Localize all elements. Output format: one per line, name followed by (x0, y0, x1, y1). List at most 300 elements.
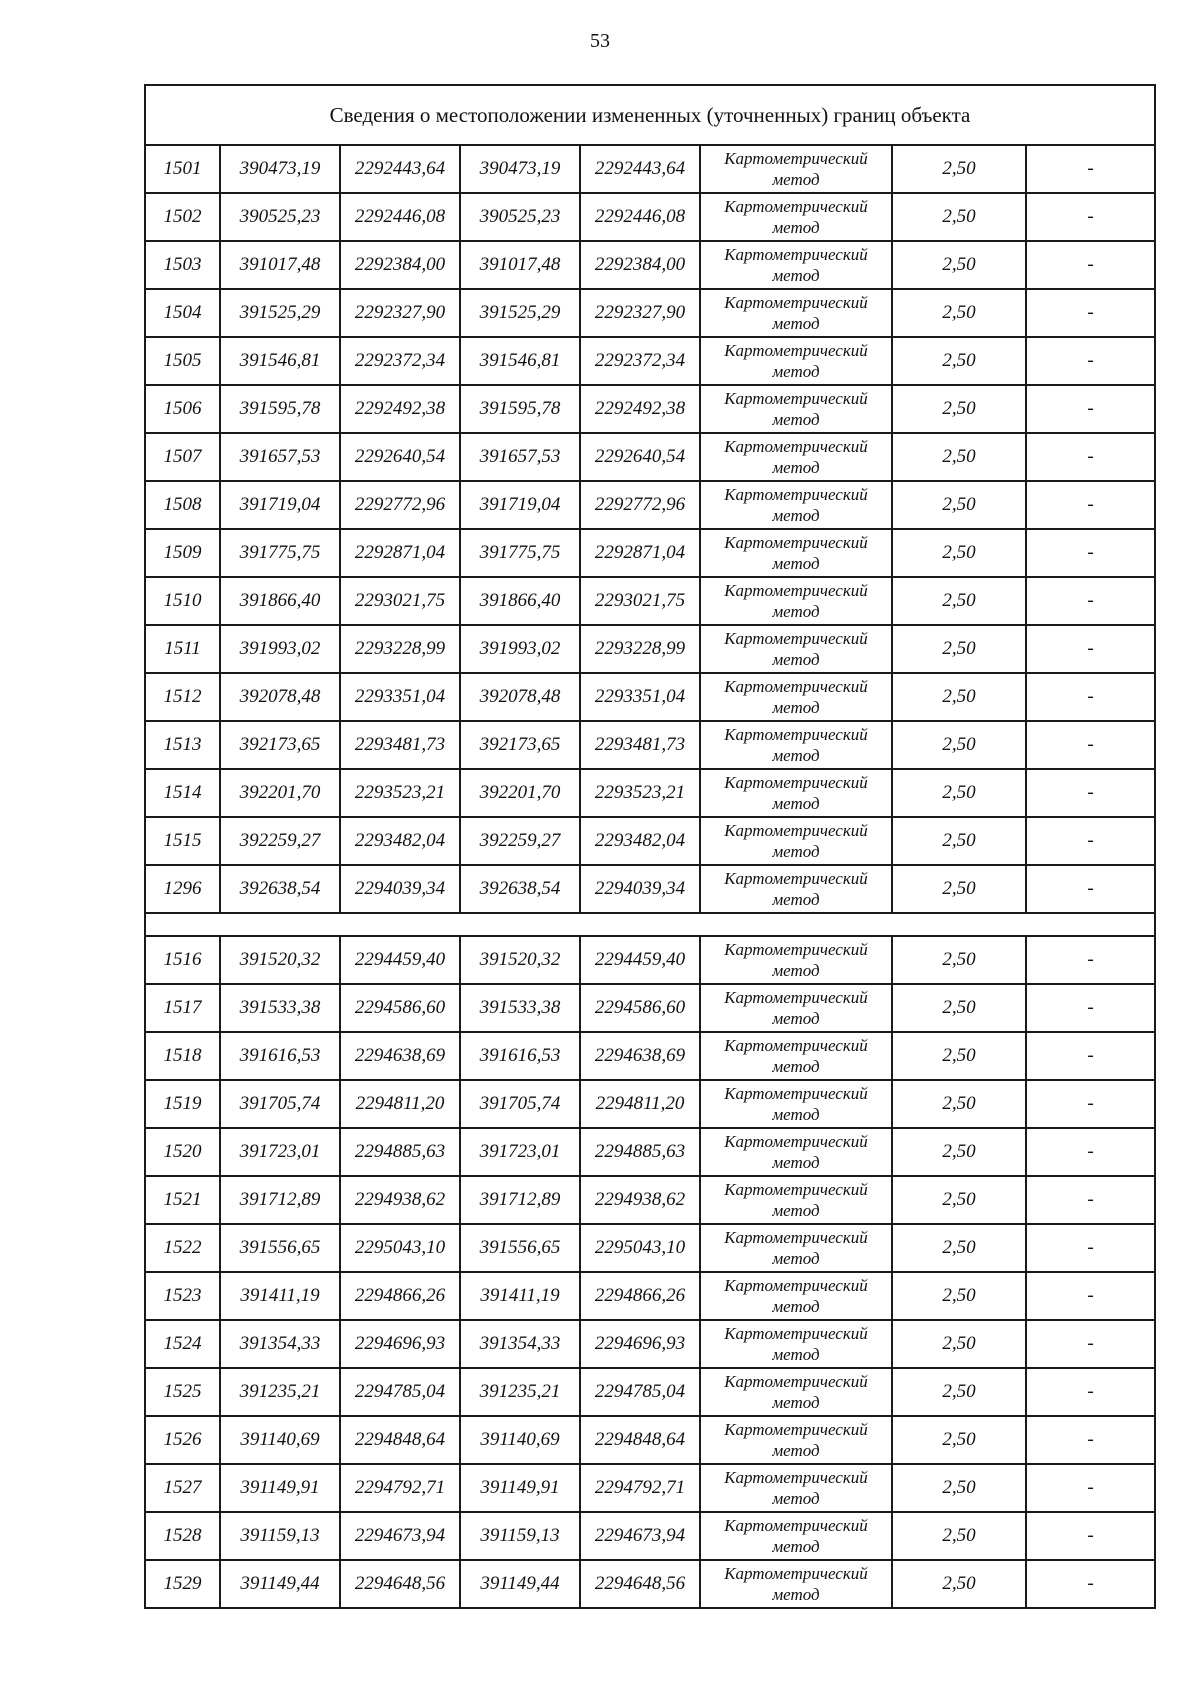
method-line1: Картометрический (724, 341, 868, 360)
note-cell: - (1026, 817, 1155, 865)
precision-cell: 2,50 (892, 1128, 1026, 1176)
precision-cell: 2,50 (892, 936, 1026, 984)
method-cell (700, 193, 892, 241)
refined-y-cell: 2292772,96 (580, 481, 700, 529)
existing-y-cell: 2295043,10 (340, 1224, 460, 1272)
refined-x-cell: 391723,01 (460, 1128, 580, 1176)
table-row (145, 1080, 1155, 1128)
method-cell (700, 1080, 892, 1128)
table-row (145, 673, 1155, 721)
method-line1: Картометрический (724, 1084, 868, 1103)
refined-y-cell: 2294673,94 (580, 1512, 700, 1560)
existing-x-cell: 391616,53 (220, 1032, 340, 1080)
table-row (145, 241, 1155, 289)
note-cell: - (1026, 1032, 1155, 1080)
method-cell (700, 1464, 892, 1512)
refined-x-cell: 392201,70 (460, 769, 580, 817)
existing-x-cell: 391149,91 (220, 1464, 340, 1512)
table-row (145, 1176, 1155, 1224)
refined-x-cell: 391159,13 (460, 1512, 580, 1560)
method-line2: метод (772, 314, 820, 333)
note-cell: - (1026, 769, 1155, 817)
method-line2: метод (772, 650, 820, 669)
method-line1: Картометрический (724, 940, 868, 959)
existing-y-cell: 2292327,90 (340, 289, 460, 337)
refined-y-cell: 2293482,04 (580, 817, 700, 865)
method-cell (700, 769, 892, 817)
precision-cell: 2,50 (892, 1416, 1026, 1464)
table-row (145, 625, 1155, 673)
table-body (145, 85, 1155, 1608)
existing-y-cell: 2294638,69 (340, 1032, 460, 1080)
note-cell: - (1026, 1416, 1155, 1464)
precision-cell: 2,50 (892, 1512, 1026, 1560)
method-line2: метод (772, 890, 820, 909)
method-line2: метод (772, 1105, 820, 1124)
method-cell (700, 865, 892, 913)
method-cell (700, 577, 892, 625)
refined-x-cell: 391149,44 (460, 1560, 580, 1608)
method-line2: метод (772, 1057, 820, 1076)
existing-y-cell: 2294586,60 (340, 984, 460, 1032)
method-line1: Картометрический (724, 1468, 868, 1487)
method-line1: Картометрический (724, 437, 868, 456)
precision-cell: 2,50 (892, 1176, 1026, 1224)
precision-cell: 2,50 (892, 481, 1026, 529)
method-line2: метод (772, 1585, 820, 1604)
method-cell (700, 1176, 892, 1224)
refined-x-cell: 391775,75 (460, 529, 580, 577)
method-line1: Картометрический (724, 245, 868, 264)
method-cell (700, 1128, 892, 1176)
method-line1: Картометрический (724, 773, 868, 792)
refined-y-cell: 2294648,56 (580, 1560, 700, 1608)
method-cell (700, 1416, 892, 1464)
refined-x-cell: 391533,38 (460, 984, 580, 1032)
method-line2: метод (772, 961, 820, 980)
refined-y-cell: 2292384,00 (580, 241, 700, 289)
existing-y-cell: 2293482,04 (340, 817, 460, 865)
precision-cell: 2,50 (892, 1032, 1026, 1080)
existing-y-cell: 2293523,21 (340, 769, 460, 817)
existing-y-cell: 2294866,26 (340, 1272, 460, 1320)
table-row (145, 1512, 1155, 1560)
refined-y-cell: 2292327,90 (580, 289, 700, 337)
method-line1: Картометрический (724, 629, 868, 648)
table-row (145, 577, 1155, 625)
method-cell (700, 433, 892, 481)
refined-x-cell: 391866,40 (460, 577, 580, 625)
table-row (145, 865, 1155, 913)
point-number-cell: 1504 (145, 289, 220, 337)
note-cell: - (1026, 481, 1155, 529)
table-row (145, 936, 1155, 984)
existing-y-cell: 2294459,40 (340, 936, 460, 984)
note-cell: - (1026, 289, 1155, 337)
refined-y-cell: 2292446,08 (580, 193, 700, 241)
existing-y-cell: 2294811,20 (340, 1080, 460, 1128)
precision-cell: 2,50 (892, 241, 1026, 289)
precision-cell: 2,50 (892, 1320, 1026, 1368)
method-cell (700, 1224, 892, 1272)
refined-y-cell: 2292640,54 (580, 433, 700, 481)
method-line2: метод (772, 842, 820, 861)
refined-x-cell: 391520,32 (460, 936, 580, 984)
point-number-cell: 1527 (145, 1464, 220, 1512)
refined-y-cell: 2295043,10 (580, 1224, 700, 1272)
precision-cell: 2,50 (892, 289, 1026, 337)
refined-y-cell: 2292492,38 (580, 385, 700, 433)
table-row (145, 481, 1155, 529)
refined-x-cell: 392078,48 (460, 673, 580, 721)
refined-y-cell: 2294039,34 (580, 865, 700, 913)
note-cell: - (1026, 673, 1155, 721)
existing-y-cell: 2293228,99 (340, 625, 460, 673)
note-cell: - (1026, 241, 1155, 289)
method-line1: Картометрический (724, 1372, 868, 1391)
existing-x-cell: 391017,48 (220, 241, 340, 289)
existing-x-cell: 392078,48 (220, 673, 340, 721)
table-row (145, 1128, 1155, 1176)
point-number-cell: 1296 (145, 865, 220, 913)
method-cell (700, 1512, 892, 1560)
precision-cell: 2,50 (892, 193, 1026, 241)
refined-x-cell: 391556,65 (460, 1224, 580, 1272)
existing-x-cell: 391546,81 (220, 337, 340, 385)
point-number-cell: 1505 (145, 337, 220, 385)
table-row (145, 721, 1155, 769)
method-line2: метод (772, 1153, 820, 1172)
existing-y-cell: 2292443,64 (340, 145, 460, 193)
existing-x-cell: 391525,29 (220, 289, 340, 337)
note-cell: - (1026, 1512, 1155, 1560)
existing-x-cell: 391993,02 (220, 625, 340, 673)
refined-y-cell: 2294866,26 (580, 1272, 700, 1320)
method-line1: Картометрический (724, 533, 868, 552)
existing-x-cell: 391775,75 (220, 529, 340, 577)
note-cell: - (1026, 529, 1155, 577)
refined-x-cell: 391595,78 (460, 385, 580, 433)
method-cell (700, 241, 892, 289)
point-number-cell: 1519 (145, 1080, 220, 1128)
note-cell: - (1026, 145, 1155, 193)
note-cell: - (1026, 625, 1155, 673)
existing-y-cell: 2292772,96 (340, 481, 460, 529)
method-line1: Картометрический (724, 1516, 868, 1535)
existing-y-cell: 2294785,04 (340, 1368, 460, 1416)
note-cell: - (1026, 577, 1155, 625)
point-number-cell: 1515 (145, 817, 220, 865)
existing-x-cell: 391712,89 (220, 1176, 340, 1224)
existing-x-cell: 390473,19 (220, 145, 340, 193)
note-cell: - (1026, 721, 1155, 769)
point-number-cell: 1518 (145, 1032, 220, 1080)
existing-x-cell: 391533,38 (220, 984, 340, 1032)
precision-cell: 2,50 (892, 817, 1026, 865)
existing-x-cell: 392259,27 (220, 817, 340, 865)
method-line1: Картометрический (724, 1180, 868, 1199)
precision-cell: 2,50 (892, 1272, 1026, 1320)
refined-y-cell: 2294459,40 (580, 936, 700, 984)
note-cell: - (1026, 936, 1155, 984)
refined-x-cell: 392638,54 (460, 865, 580, 913)
method-cell (700, 145, 892, 193)
table-row (145, 1416, 1155, 1464)
method-line2: метод (772, 602, 820, 621)
refined-y-cell: 2293523,21 (580, 769, 700, 817)
method-line2: метод (772, 1009, 820, 1028)
table-row (145, 1272, 1155, 1320)
existing-x-cell: 391159,13 (220, 1512, 340, 1560)
method-line1: Картометрический (724, 485, 868, 504)
existing-y-cell: 2294696,93 (340, 1320, 460, 1368)
method-line2: метод (772, 1393, 820, 1412)
point-number-cell: 1506 (145, 385, 220, 433)
precision-cell: 2,50 (892, 1560, 1026, 1608)
table-row (145, 433, 1155, 481)
method-line1: Картометрический (724, 725, 868, 744)
method-line2: метод (772, 1537, 820, 1556)
note-cell: - (1026, 433, 1155, 481)
precision-cell: 2,50 (892, 1368, 1026, 1416)
point-number-cell: 1513 (145, 721, 220, 769)
point-number-cell: 1525 (145, 1368, 220, 1416)
method-cell (700, 529, 892, 577)
existing-x-cell: 391705,74 (220, 1080, 340, 1128)
method-cell (700, 817, 892, 865)
method-cell (700, 936, 892, 984)
point-number-cell: 1511 (145, 625, 220, 673)
method-line2: метод (772, 362, 820, 381)
refined-y-cell: 2294785,04 (580, 1368, 700, 1416)
method-line2: метод (772, 170, 820, 189)
method-line2: метод (772, 410, 820, 429)
point-number-cell: 1523 (145, 1272, 220, 1320)
existing-y-cell: 2294648,56 (340, 1560, 460, 1608)
precision-cell: 2,50 (892, 865, 1026, 913)
method-line1: Картометрический (724, 149, 868, 168)
refined-x-cell: 392173,65 (460, 721, 580, 769)
refined-y-cell: 2294938,62 (580, 1176, 700, 1224)
method-line2: метод (772, 794, 820, 813)
point-number-cell: 1514 (145, 769, 220, 817)
note-cell: - (1026, 1320, 1155, 1368)
table-row (145, 1224, 1155, 1272)
table-row (145, 1032, 1155, 1080)
point-number-cell: 1524 (145, 1320, 220, 1368)
note-cell: - (1026, 1464, 1155, 1512)
existing-x-cell: 392201,70 (220, 769, 340, 817)
refined-y-cell: 2294696,93 (580, 1320, 700, 1368)
method-line1: Картометрический (724, 1036, 868, 1055)
table-row (145, 1368, 1155, 1416)
point-number-cell: 1517 (145, 984, 220, 1032)
precision-cell: 2,50 (892, 433, 1026, 481)
method-line2: метод (772, 266, 820, 285)
point-number-cell: 1522 (145, 1224, 220, 1272)
method-cell (700, 337, 892, 385)
existing-y-cell: 2292871,04 (340, 529, 460, 577)
table-row (145, 769, 1155, 817)
method-line1: Картометрический (724, 1420, 868, 1439)
method-line2: метод (772, 1297, 820, 1316)
note-cell: - (1026, 1080, 1155, 1128)
existing-y-cell: 2293351,04 (340, 673, 460, 721)
point-number-cell: 1520 (145, 1128, 220, 1176)
precision-cell: 2,50 (892, 625, 1026, 673)
note-cell: - (1026, 1128, 1155, 1176)
note-cell: - (1026, 1368, 1155, 1416)
refined-x-cell: 391017,48 (460, 241, 580, 289)
note-cell: - (1026, 984, 1155, 1032)
existing-x-cell: 391657,53 (220, 433, 340, 481)
table-row (145, 193, 1155, 241)
method-cell (700, 1368, 892, 1416)
existing-y-cell: 2292492,38 (340, 385, 460, 433)
table-row (145, 1560, 1155, 1608)
refined-y-cell: 2294638,69 (580, 1032, 700, 1080)
table-header: Сведения о местоположении измененных (уточненных) границ объекта (145, 85, 1155, 145)
existing-x-cell: 390525,23 (220, 193, 340, 241)
method-cell (700, 721, 892, 769)
existing-y-cell: 2292640,54 (340, 433, 460, 481)
refined-x-cell: 391149,91 (460, 1464, 580, 1512)
existing-x-cell: 392638,54 (220, 865, 340, 913)
method-line1: Картометрический (724, 581, 868, 600)
method-cell (700, 625, 892, 673)
note-cell: - (1026, 1560, 1155, 1608)
existing-y-cell: 2294938,62 (340, 1176, 460, 1224)
precision-cell: 2,50 (892, 145, 1026, 193)
note-cell: - (1026, 1176, 1155, 1224)
method-line2: метод (772, 506, 820, 525)
refined-y-cell: 2292871,04 (580, 529, 700, 577)
point-number-cell: 1516 (145, 936, 220, 984)
method-line2: метод (772, 1489, 820, 1508)
method-line1: Картометрический (724, 869, 868, 888)
existing-x-cell: 391354,33 (220, 1320, 340, 1368)
method-line2: метод (772, 698, 820, 717)
method-line2: метод (772, 218, 820, 237)
precision-cell: 2,50 (892, 1080, 1026, 1128)
method-line1: Картометрический (724, 1324, 868, 1343)
table-row (145, 337, 1155, 385)
refined-y-cell: 2294792,71 (580, 1464, 700, 1512)
refined-x-cell: 391719,04 (460, 481, 580, 529)
existing-x-cell: 391595,78 (220, 385, 340, 433)
method-line1: Картометрический (724, 197, 868, 216)
existing-x-cell: 391149,44 (220, 1560, 340, 1608)
method-line1: Картометрический (724, 293, 868, 312)
precision-cell: 2,50 (892, 1464, 1026, 1512)
refined-x-cell: 391546,81 (460, 337, 580, 385)
existing-x-cell: 392173,65 (220, 721, 340, 769)
point-number-cell: 1510 (145, 577, 220, 625)
method-line1: Картометрический (724, 1132, 868, 1151)
refined-x-cell: 391657,53 (460, 433, 580, 481)
refined-x-cell: 391354,33 (460, 1320, 580, 1368)
method-cell (700, 481, 892, 529)
method-line1: Картометрический (724, 1276, 868, 1295)
method-line2: метод (772, 1345, 820, 1364)
refined-x-cell: 391140,69 (460, 1416, 580, 1464)
separator-cell (145, 913, 1155, 936)
precision-cell: 2,50 (892, 769, 1026, 817)
method-line2: метод (772, 746, 820, 765)
point-number-cell: 1501 (145, 145, 220, 193)
refined-x-cell: 392259,27 (460, 817, 580, 865)
method-cell (700, 385, 892, 433)
existing-y-cell: 2294848,64 (340, 1416, 460, 1464)
method-line1: Картометрический (724, 821, 868, 840)
existing-x-cell: 391719,04 (220, 481, 340, 529)
refined-y-cell: 2292372,34 (580, 337, 700, 385)
existing-x-cell: 391140,69 (220, 1416, 340, 1464)
point-number-cell: 1507 (145, 433, 220, 481)
existing-y-cell: 2292446,08 (340, 193, 460, 241)
existing-y-cell: 2293021,75 (340, 577, 460, 625)
table-row (145, 289, 1155, 337)
note-cell: - (1026, 1224, 1155, 1272)
method-cell (700, 673, 892, 721)
refined-y-cell: 2293351,04 (580, 673, 700, 721)
method-cell (700, 1320, 892, 1368)
table-row (145, 1464, 1155, 1512)
refined-x-cell: 391712,89 (460, 1176, 580, 1224)
method-cell (700, 1272, 892, 1320)
refined-y-cell: 2294885,63 (580, 1128, 700, 1176)
existing-x-cell: 391556,65 (220, 1224, 340, 1272)
note-cell: - (1026, 865, 1155, 913)
existing-x-cell: 391520,32 (220, 936, 340, 984)
precision-cell: 2,50 (892, 673, 1026, 721)
refined-y-cell: 2294586,60 (580, 984, 700, 1032)
existing-y-cell: 2294792,71 (340, 1464, 460, 1512)
existing-y-cell: 2294885,63 (340, 1128, 460, 1176)
refined-x-cell: 391235,21 (460, 1368, 580, 1416)
method-line1: Картометрический (724, 677, 868, 696)
existing-y-cell: 2292384,00 (340, 241, 460, 289)
refined-y-cell: 2293021,75 (580, 577, 700, 625)
table-row (145, 817, 1155, 865)
existing-y-cell: 2293481,73 (340, 721, 460, 769)
point-number-cell: 1502 (145, 193, 220, 241)
precision-cell: 2,50 (892, 577, 1026, 625)
method-line2: метод (772, 1441, 820, 1460)
boundary-coordinates-table (144, 84, 1156, 1609)
note-cell: - (1026, 337, 1155, 385)
point-number-cell: 1509 (145, 529, 220, 577)
precision-cell: 2,50 (892, 984, 1026, 1032)
existing-y-cell: 2292372,34 (340, 337, 460, 385)
point-number-cell: 1508 (145, 481, 220, 529)
method-cell (700, 984, 892, 1032)
refined-y-cell: 2292443,64 (580, 145, 700, 193)
method-line1: Картометрический (724, 1228, 868, 1247)
point-number-cell: 1512 (145, 673, 220, 721)
refined-y-cell: 2293228,99 (580, 625, 700, 673)
refined-x-cell: 391525,29 (460, 289, 580, 337)
existing-x-cell: 391866,40 (220, 577, 340, 625)
table-row (145, 385, 1155, 433)
page-number: 53 (590, 30, 610, 52)
method-cell (700, 1032, 892, 1080)
method-line1: Картометрический (724, 1564, 868, 1583)
refined-x-cell: 391411,19 (460, 1272, 580, 1320)
point-number-cell: 1521 (145, 1176, 220, 1224)
table-row (145, 529, 1155, 577)
note-cell: - (1026, 385, 1155, 433)
